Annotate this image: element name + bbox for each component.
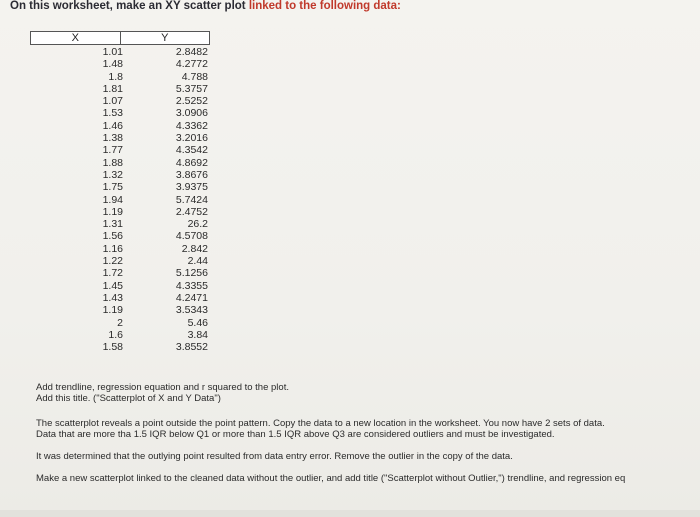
table-row <box>30 58 210 70</box>
column-header-y[interactable]: Y <box>161 32 169 44</box>
cell-x[interactable]: 1.01 <box>102 46 123 58</box>
table-header-row <box>30 31 210 45</box>
table-row <box>30 317 210 329</box>
cell-y[interactable]: 2.4752 <box>175 205 208 218</box>
cell-x[interactable]: 1.75 <box>102 181 123 194</box>
cell-x[interactable]: 1.22 <box>102 255 123 268</box>
bottom-divider <box>0 510 700 517</box>
cell-x[interactable]: 1.19 <box>102 304 123 317</box>
cell-y[interactable]: 3.84 <box>187 328 208 341</box>
cell-x[interactable]: 1.53 <box>102 107 123 120</box>
cell-y[interactable]: 5.1256 <box>175 267 208 280</box>
cell-x[interactable]: 1.32 <box>102 168 123 181</box>
table-row <box>30 304 210 316</box>
cell-x[interactable]: 1.6 <box>108 328 123 341</box>
cell-x[interactable]: 1.19 <box>102 205 123 218</box>
cell-y[interactable]: 5.46 <box>187 316 208 329</box>
cell-x[interactable]: 1.48 <box>102 58 123 71</box>
cell-y[interactable]: 2.8482 <box>175 46 208 58</box>
table-row <box>30 169 210 181</box>
instruction-header <box>10 0 401 12</box>
table-row <box>30 194 210 206</box>
table-row <box>30 181 210 193</box>
instruction-outlier-2: Data that are more tha 1.5 IQR below Q1 or more than 1.5 IQR above Q3 are considered outliers and must be investigated. <box>36 429 555 440</box>
instruction-new-scatterplot: Make a new scatterplot linked to the cleaned data without the outlier, and add title ("Scatterplot without Outlier,") trendline, and regression eq <box>36 473 626 484</box>
table-row <box>30 280 210 292</box>
cell-x[interactable]: 1.56 <box>102 230 123 243</box>
cell-y[interactable]: 3.5343 <box>175 304 208 317</box>
table-row <box>30 132 210 144</box>
cell-y[interactable]: 4.2772 <box>175 58 208 71</box>
cell-y[interactable]: 3.9375 <box>175 181 208 194</box>
table-row <box>30 107 210 119</box>
cell-x[interactable]: 1.16 <box>102 242 123 255</box>
cell-y[interactable]: 4.788 <box>181 70 208 83</box>
cell-x[interactable]: 1.58 <box>102 341 123 354</box>
cell-x[interactable]: 2 <box>117 316 123 329</box>
table-row <box>30 71 210 83</box>
cell-y[interactable]: 3.2016 <box>175 132 208 145</box>
cell-x[interactable]: 1.38 <box>102 132 123 145</box>
table-row <box>30 267 210 279</box>
table-row <box>30 292 210 304</box>
table-row <box>30 206 210 218</box>
cell-y[interactable]: 4.3542 <box>175 144 208 157</box>
cell-x[interactable]: 1.94 <box>102 193 123 206</box>
table-row <box>30 341 210 353</box>
cell-y[interactable]: 3.0906 <box>175 107 208 120</box>
table-row <box>30 95 210 107</box>
table-row <box>30 255 210 267</box>
table-row <box>30 120 210 132</box>
table-body <box>30 46 210 353</box>
cell-y[interactable]: 3.8676 <box>175 168 208 181</box>
instruction-outlier-1: The scatterplot reveals a point outside the point pattern. Copy the data to a new location in the worksheet. You now have 2 sets of data. <box>36 418 605 429</box>
cell-x[interactable]: 1.31 <box>102 218 123 231</box>
cell-y[interactable]: 2.44 <box>187 255 208 268</box>
cell-y[interactable]: 3.8552 <box>175 341 208 354</box>
instruction-trendline: Add trendline, regression equation and r squared to the plot. <box>36 382 289 393</box>
cell-y[interactable]: 5.7424 <box>175 193 208 206</box>
instruction-remove-outlier: It was determined that the outlying point resulted from data entry error. Remove the outlier in the copy of the data. <box>36 451 513 462</box>
data-table <box>30 31 210 353</box>
cell-y[interactable]: 4.3362 <box>175 119 208 132</box>
cell-y[interactable]: 26.2 <box>187 218 208 231</box>
cell-y[interactable]: 4.8692 <box>175 156 208 169</box>
table-row <box>30 46 210 58</box>
column-header-x[interactable]: X <box>31 32 121 44</box>
cell-y[interactable]: 4.3355 <box>175 279 208 292</box>
cell-x[interactable]: 1.43 <box>102 291 123 304</box>
cell-y[interactable]: 2.5252 <box>175 95 208 108</box>
header-text: On this worksheet, make an XY scatter plot <box>10 0 249 12</box>
table-row <box>30 144 210 156</box>
table-row <box>30 83 210 95</box>
table-row <box>30 218 210 230</box>
instruction-title: Add this title. ("Scatterplot of X and Y Data") <box>36 393 221 404</box>
cell-x[interactable]: 1.45 <box>102 279 123 292</box>
table-row <box>30 243 210 255</box>
cell-x[interactable]: 1.72 <box>102 267 123 280</box>
cell-y[interactable]: 2.842 <box>181 242 208 255</box>
header-text-highlight: linked to the following data: <box>248 0 401 12</box>
cell-y[interactable]: 4.5708 <box>175 230 208 243</box>
cell-x[interactable]: 1.81 <box>102 82 123 95</box>
cell-x[interactable]: 1.46 <box>102 119 123 132</box>
table-row <box>30 230 210 242</box>
cell-x[interactable]: 1.88 <box>102 156 123 169</box>
cell-y[interactable]: 4.2471 <box>175 291 208 304</box>
cell-x[interactable]: 1.07 <box>102 95 123 108</box>
cell-y[interactable]: 5.3757 <box>175 82 208 95</box>
cell-x[interactable]: 1.8 <box>108 70 123 83</box>
cell-x[interactable]: 1.77 <box>102 144 123 157</box>
table-row <box>30 329 210 341</box>
table-row <box>30 157 210 169</box>
